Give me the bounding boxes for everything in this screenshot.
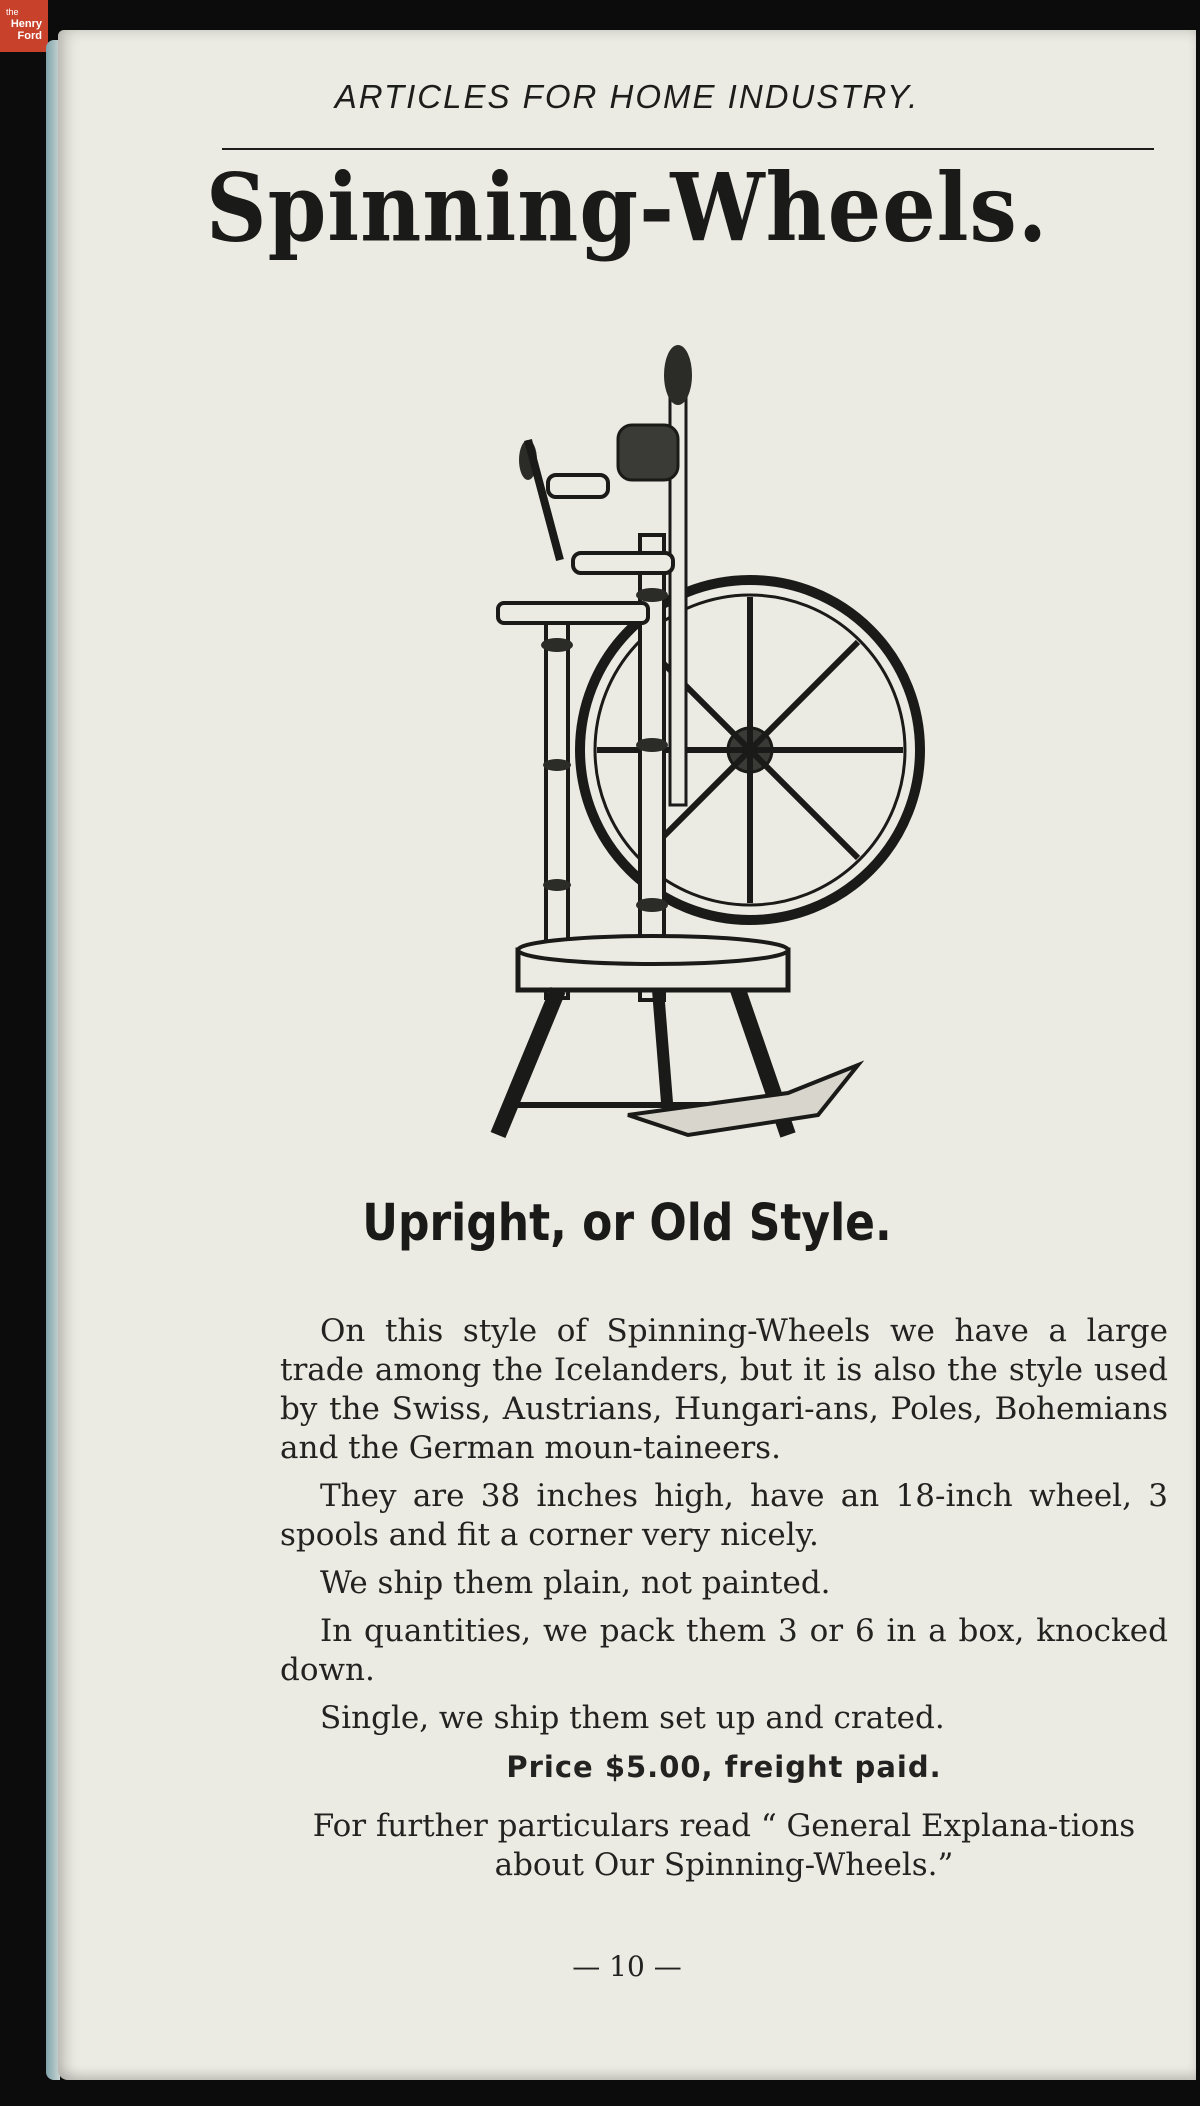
subtitle: Upright, or Old Style. — [362, 1194, 892, 1253]
page-title: Spinning-Wheels. — [205, 152, 1049, 263]
logo-line-2: Henry — [10, 18, 42, 30]
paragraph-packing: In quantities, we pack them 3 or 6 in a box, knocked down. — [280, 1613, 1168, 1688]
paragraph-finish: We ship them plain, not painted. — [320, 1565, 831, 1601]
museum-logo — [0, 0, 48, 52]
further-particulars: For further particulars read “ General Explana-tions about Our Spinning-Wheels.” — [312, 1808, 1136, 1883]
logo-line-3: Ford — [17, 30, 42, 42]
catalog-page — [58, 30, 1196, 2080]
page-number: — 10 — — [572, 1950, 682, 1983]
body-text — [280, 1312, 1168, 1894]
paragraph-dimensions: They are 38 inches high, have an 18-inch wheel, 3 spools and fit a corner very nicely. — [280, 1478, 1168, 1553]
spinning-wheel-illustration-icon — [488, 345, 928, 1160]
logo-line-1: the — [6, 7, 19, 17]
header-rule — [222, 148, 1154, 150]
paragraph-trade: On this style of Spinning-Wheels we have a large trade among the Icelanders, but it is also the style used by the Swiss, Austrians, Hungari-ans, Poles, Bohemians and the German moun-taineers. — [280, 1313, 1168, 1466]
paragraph-single: Single, we ship them set up and crated. — [320, 1700, 945, 1736]
running-head: ARTICLES FOR HOME INDUSTRY. — [334, 78, 920, 115]
price-line: Price $5.00, freight paid. — [506, 1750, 942, 1784]
